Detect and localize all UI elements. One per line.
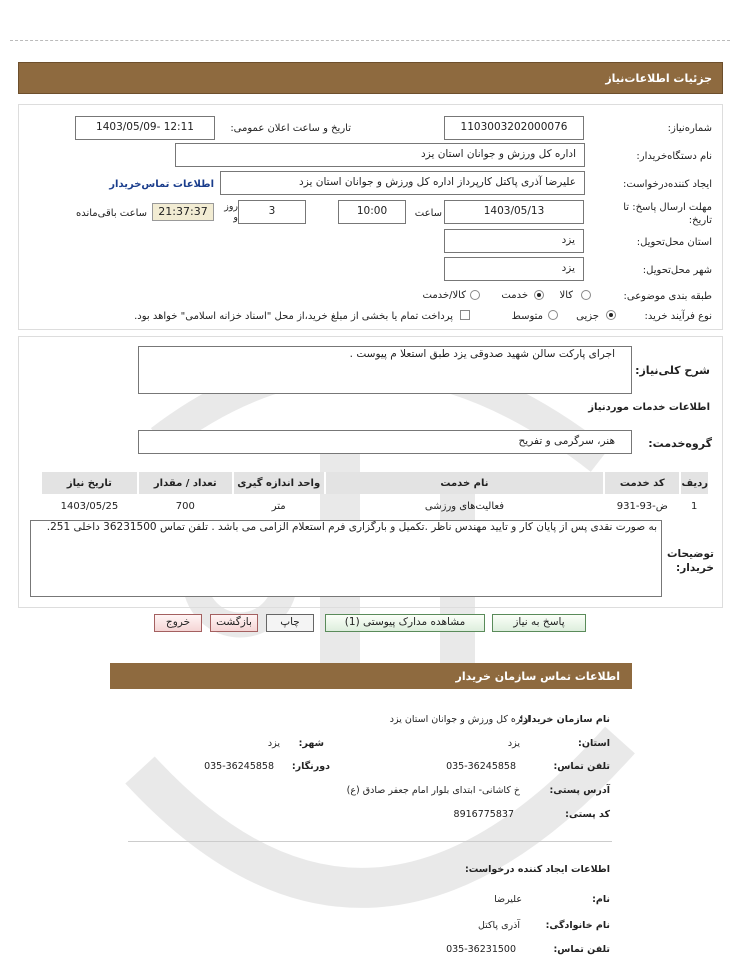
- services-table: [40, 472, 708, 518]
- print-button[interactable]: چاپ: [266, 614, 314, 632]
- address-value: خ کاشانی- ابتدای بلوار امام جعفر صادق (ع): [346, 785, 520, 796]
- buyer-contact-link[interactable]: اطلاعات تماس‌خریدار: [109, 179, 214, 190]
- deadline-time-field: 10:00: [338, 200, 406, 224]
- process-radio-minor[interactable]: [606, 310, 616, 320]
- process-radio-medium[interactable]: [548, 310, 558, 320]
- cell-unit: متر: [271, 500, 286, 512]
- notes-label: توضیحات خریدار:: [666, 548, 714, 574]
- announce-date-label: تاریخ و ساعت اعلان عمومی:: [230, 123, 351, 134]
- remaining-label: ساعت باقی‌مانده: [75, 208, 147, 219]
- province-field: یزد: [444, 229, 584, 253]
- exit-button[interactable]: خروج: [154, 614, 202, 632]
- details-header: [18, 62, 723, 94]
- col-code: کد خدمت: [604, 472, 680, 494]
- deadline-label: مهلت ارسال پاسخ: تا تاریخ:: [623, 202, 712, 226]
- creator-label: ایجاد کننده‌درخواست:: [623, 179, 712, 190]
- treasury-checkbox[interactable]: [460, 310, 470, 320]
- buyer-label: نام دستگاه‌خریدار:: [636, 151, 712, 162]
- category-radio-goods[interactable]: [581, 290, 591, 300]
- cell-row: 1: [691, 500, 698, 512]
- cell-qty: 700: [175, 500, 195, 512]
- fax-value: 035-36245858: [204, 761, 274, 772]
- table-row: [41, 494, 708, 518]
- postal-label: کد پستی:: [565, 809, 610, 820]
- back-button[interactable]: بازگشت: [210, 614, 258, 632]
- attachments-button[interactable]: مشاهده مدارک پیوستی (1): [325, 614, 485, 632]
- reply-button[interactable]: پاسخ به نیاز: [492, 614, 586, 632]
- col-name: نام خدمت: [325, 472, 604, 494]
- services-title: اطلاعات خدمات موردنیاز: [588, 402, 710, 413]
- creator-name-label: نام:: [592, 894, 610, 905]
- days-label: روز و: [224, 201, 238, 223]
- contact-city-label: شهر:: [298, 738, 324, 749]
- creator-field: علیرضا آذری پاکتل کارپرداز اداره کل ورزش و جوانان استان یزد: [220, 171, 585, 195]
- creator-name-value: علیرضا: [494, 894, 522, 905]
- process-option-medium: متوسط: [511, 311, 543, 322]
- category-option-goods: کالا: [559, 290, 573, 301]
- category-option-goods-service: کالا/خدمت: [422, 290, 466, 301]
- address-label: آدرس پستی:: [549, 785, 610, 796]
- category-radio-service[interactable]: [534, 290, 544, 300]
- contact-header: [110, 663, 632, 689]
- days-field: 3: [238, 200, 306, 224]
- treasury-note: پرداخت تمام یا بخشی از مبلغ خرید،از محل "اسناد خزانه اسلامی" خواهد بود.: [134, 311, 453, 322]
- org-label: نام سازمان خریدار:: [519, 714, 610, 725]
- province-label: استان محل‌تحویل:: [636, 237, 712, 248]
- need-number-label: شماره‌نیاز:: [667, 123, 712, 134]
- creator-phone-label: تلفن تماس:: [553, 944, 610, 955]
- category-option-service: خدمت: [501, 290, 528, 301]
- process-label: نوع فرآیند خرید:: [644, 311, 712, 322]
- creator-family-label: نام خانوادگی:: [545, 920, 610, 931]
- city-field: یزد: [444, 257, 584, 281]
- details-title: جزئیات اطلاعات‌نیاز: [605, 72, 712, 85]
- cell-name: فعالیت‌های ورزشی: [424, 500, 504, 512]
- deadline-date-field: 1403/05/13: [444, 200, 584, 224]
- col-date: تاریخ نیاز: [41, 472, 138, 494]
- remaining-time-field: 21:37:37: [152, 203, 214, 221]
- need-number-field: 1103003202000076: [444, 116, 584, 140]
- cell-date: 1403/05/25: [60, 500, 119, 512]
- contact-province-value: یزد: [507, 738, 520, 749]
- contact-city-value: یزد: [267, 738, 280, 749]
- buyer-field: اداره کل ورزش و جوانان استان یزد: [175, 143, 585, 167]
- org-value: اداره کل ورزش و جوانان استان یزد: [389, 714, 530, 725]
- contact-phone-value: 035-36245858: [446, 761, 516, 772]
- contact-divider: [128, 841, 612, 842]
- category-radio-goods-service[interactable]: [470, 290, 480, 300]
- process-option-minor: جزیی: [576, 311, 599, 322]
- top-divider: [10, 40, 730, 41]
- announce-date-field: 1403/05/09- 12:11: [75, 116, 215, 140]
- col-row: ردیف: [680, 472, 708, 494]
- creator-family-value: آذری پاکتل: [477, 920, 520, 931]
- services-table-header: [41, 472, 708, 494]
- contact-title: اطلاعات تماس سازمان خریدار: [455, 670, 620, 683]
- summary-field: اجرای پارکت سالن شهید صدوقی یزد طبق استعلا م پیوست .: [138, 346, 632, 394]
- city-label: شهر محل‌تحویل:: [642, 265, 712, 276]
- service-group-label: گروه‌خدمت:: [648, 437, 712, 450]
- contact-phone-label: تلفن تماس:: [553, 761, 610, 772]
- summary-label: شرح کلی‌نیاز:: [635, 364, 710, 377]
- postal-value: 8916775837: [453, 809, 514, 820]
- fax-label: دورنگار:: [291, 761, 330, 772]
- col-unit: واحد اندازه گیری: [233, 472, 325, 494]
- cell-code: ض-93-931: [616, 500, 668, 512]
- notes-field: به صورت نقدی پس از پایان کار و تایید مهندس ناظر .تکمیل و بارگزاری فرم استعلام الزامی می باشد . تلفن تماس 36231500 داخلی 251.: [30, 520, 662, 597]
- category-label: طبقه بندی موضوعی:: [623, 291, 712, 302]
- service-group-field: هنر، سرگرمی و تفریح: [138, 430, 632, 454]
- contact-province-label: استان:: [578, 738, 610, 749]
- creator-section-title: اطلاعات ایجاد کننده درخواست:: [464, 864, 610, 875]
- creator-phone-value: 035-36231500: [446, 944, 516, 955]
- col-qty: تعداد / مقدار: [138, 472, 233, 494]
- deadline-time-label: ساعت: [414, 208, 442, 219]
